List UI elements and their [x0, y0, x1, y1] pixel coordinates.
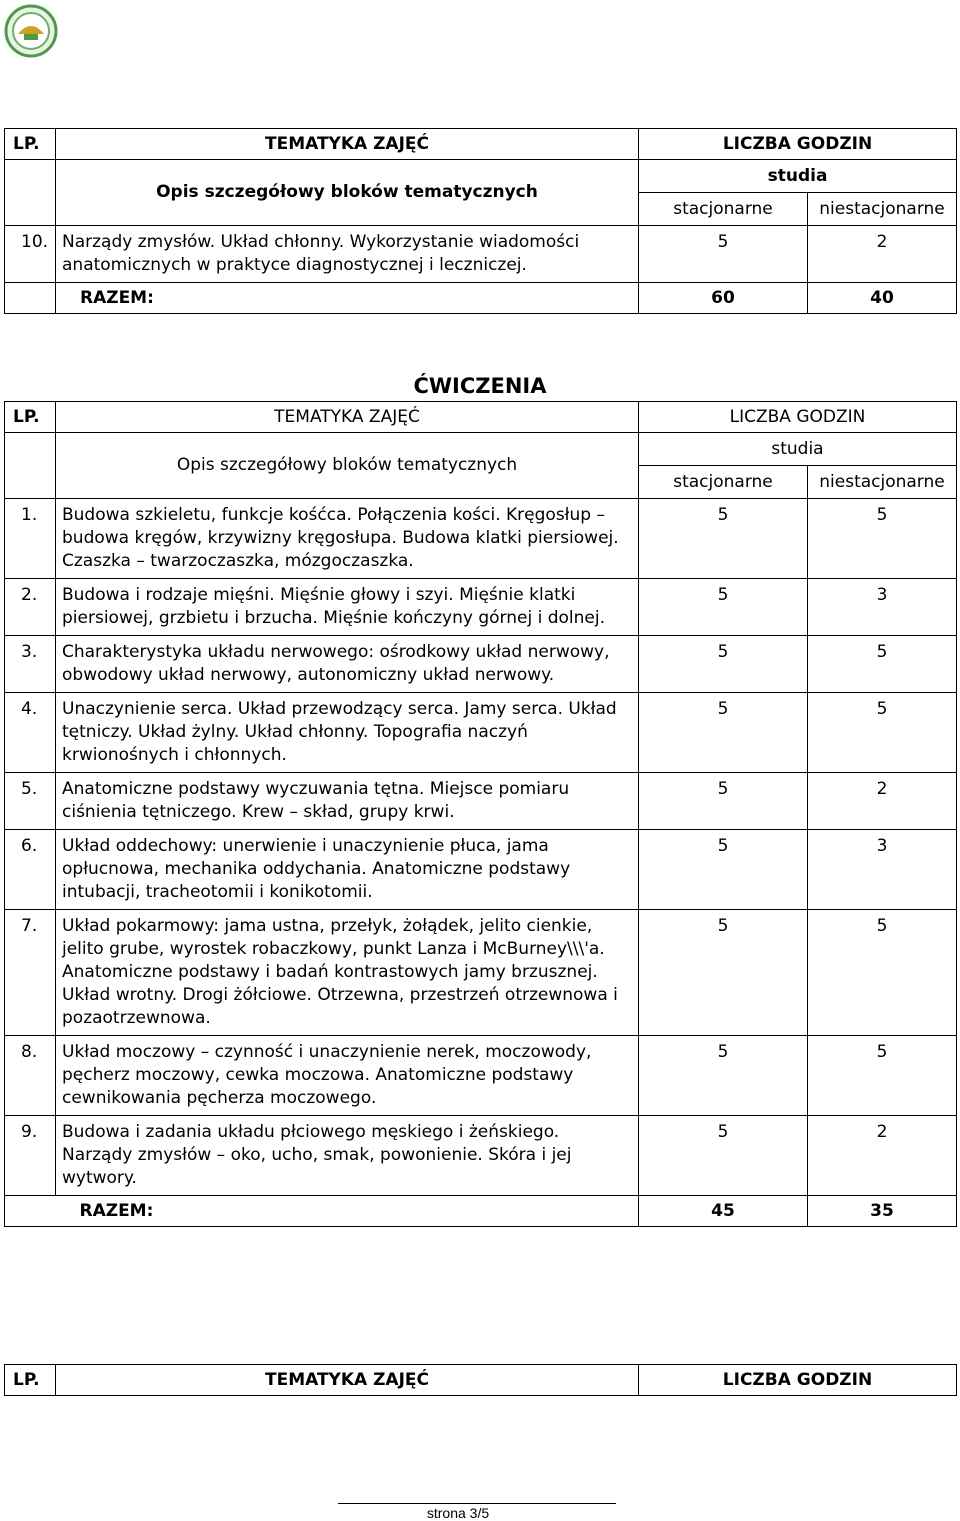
table-row: [5, 579, 957, 636]
row-topic: Układ oddechowy: unerwienie i unaczynienie płuca, jama opłucnowa, mechanika oddychania. Anatomiczne podstawy intubacji, tracheotomii i konikotomii.: [56, 830, 639, 910]
header-studia: studia: [639, 433, 957, 466]
row-niestacjonarne: 2: [808, 773, 957, 830]
row-topic: Układ moczowy – czynność i unaczynienie nerek, moczowody, pęcherz moczowy, cewka moczowa. Anatomiczne podstawy cewnikowania pęcherza moczowego.: [56, 1036, 639, 1116]
razem-label: RAZEM:: [56, 1196, 639, 1227]
row-niestacjonarne: 5: [808, 499, 957, 579]
row-niestacjonarne: 5: [808, 910, 957, 1036]
row-lp: 8.: [5, 1036, 56, 1116]
next-section-table: [4, 1364, 957, 1396]
row-stacjonarne: 5: [639, 226, 808, 283]
row-stacjonarne: 5: [639, 910, 808, 1036]
row-lp: 2.: [5, 579, 56, 636]
row-stacjonarne: 5: [639, 693, 808, 773]
row-topic: Budowa szkieletu, funkcje kośćca. Połączenia kości. Kręgosłup – budowa kręgów, krzywizny kręgosłupa. Budowa klatki piersiowej. Czaszka – twarzoczaszka, mózgoczaszka.: [56, 499, 639, 579]
header-lp: LP.: [5, 129, 56, 160]
row-lp: 4.: [5, 693, 56, 773]
table-row: [5, 1116, 957, 1196]
university-seal-logo: [4, 4, 58, 58]
section-title-cwiczenia: ĆWICZENIA: [413, 374, 547, 398]
header-liczba-godzin: LICZBA GODZIN: [639, 129, 957, 160]
row-lp: 7.: [5, 910, 56, 1036]
row-lp: 3.: [5, 636, 56, 693]
row-niestacjonarne: 2: [808, 1116, 957, 1196]
header-lp: LP.: [5, 402, 56, 433]
table-row: [5, 773, 957, 830]
row-topic: Charakterystyka układu nerwowego: ośrodkowy układ nerwowy, obwodowy układ nerwowy, autonomiczny układ nerwowy.: [56, 636, 639, 693]
page-number: strona 3/5: [426, 1505, 490, 1521]
table-row: [5, 226, 957, 283]
row-stacjonarne: 5: [639, 830, 808, 910]
header-opis: Opis szczegółowy bloków tematycznych: [56, 433, 639, 499]
row-lp: 5.: [5, 773, 56, 830]
header-liczba-godzin: LICZBA GODZIN: [639, 1365, 957, 1396]
razem-niestacjonarne: 40: [808, 283, 957, 314]
row-niestacjonarne: 5: [808, 1036, 957, 1116]
row-lp: 9.: [5, 1116, 56, 1196]
row-topic: Unaczynienie serca. Układ przewodzący serca. Jamy serca. Układ tętniczy. Układ żylny. Układ chłonny. Topografia naczyń krwionośnych i chłonnych.: [56, 693, 639, 773]
header-liczba-godzin: LICZBA GODZIN: [639, 402, 957, 433]
table-row: [5, 693, 957, 773]
row-topic: Układ pokarmowy: jama ustna, przełyk, żołądek, jelito cienkie, jelito grube, wyrostek robaczkowy, punkt Lanza i McBurney\\\'a. Anatomiczne podstawy i badań kontrastowych jamy brzusznej. Układ wrotny. Drogi żółciowe. Otrzewna, przestrzeń otrzewnowa i pozaotrzewnowa.: [56, 910, 639, 1036]
row-topic: Anatomiczne podstawy wyczuwania tętna. Miejsce pomiaru ciśnienia tętniczego. Krew – skład, grupy krwi.: [56, 773, 639, 830]
table-row: [5, 910, 957, 1036]
exercises-table: [4, 401, 957, 1227]
row-stacjonarne: 5: [639, 579, 808, 636]
header-tematyka: TEMATYKA ZAJĘĆ: [56, 1365, 639, 1396]
row-topic: Budowa i zadania układu płciowego męskiego i żeńskiego. Narządy zmysłów – oko, ucho, smak, powonienie. Skóra i jej wytwory.: [56, 1116, 639, 1196]
row-lp: 6.: [5, 830, 56, 910]
razem-niestacjonarne: 35: [808, 1196, 957, 1227]
row-topic: Budowa i rodzaje mięśni. Mięśnie głowy i szyi. Mięśnie klatki piersiowej, grzbietu i brzucha. Mięśnie kończyny górnej i dolnej.: [56, 579, 639, 636]
header-studia: studia: [639, 160, 957, 193]
lecture-summary-table: [4, 128, 957, 314]
table-row: [5, 830, 957, 910]
row-stacjonarne: 5: [639, 499, 808, 579]
table-row: [5, 499, 957, 579]
razem-label: RAZEM:: [56, 283, 639, 314]
row-stacjonarne: 5: [639, 636, 808, 693]
razem-stacjonarne: 60: [639, 283, 808, 314]
row-niestacjonarne: 2: [808, 226, 957, 283]
row-topic: Narządy zmysłów. Układ chłonny. Wykorzystanie wiadomości anatomicznych w praktyce diagnostycznej i leczniczej.: [56, 226, 639, 283]
header-stacjonarne: stacjonarne: [639, 466, 808, 499]
header-niestacjonarne: niestacjonarne: [808, 466, 957, 499]
header-niestacjonarne: niestacjonarne: [808, 193, 957, 226]
row-stacjonarne: 5: [639, 1116, 808, 1196]
row-niestacjonarne: 3: [808, 579, 957, 636]
row-lp: 1.: [5, 499, 56, 579]
header-tematyka: TEMATYKA ZAJĘĆ: [56, 402, 639, 433]
row-niestacjonarne: 3: [808, 830, 957, 910]
row-niestacjonarne: 5: [808, 693, 957, 773]
razem-stacjonarne: 45: [639, 1196, 808, 1227]
footer-divider: [338, 1503, 616, 1504]
row-niestacjonarne: 5: [808, 636, 957, 693]
header-opis: Opis szczegółowy bloków tematycznych: [56, 160, 639, 226]
header-lp: LP.: [5, 1365, 56, 1396]
table-row: [5, 1036, 957, 1116]
row-stacjonarne: 5: [639, 1036, 808, 1116]
header-tematyka: TEMATYKA ZAJĘĆ: [56, 129, 639, 160]
header-stacjonarne: stacjonarne: [639, 193, 808, 226]
row-stacjonarne: 5: [639, 773, 808, 830]
row-lp: 10.: [5, 226, 56, 283]
table-row: [5, 636, 957, 693]
